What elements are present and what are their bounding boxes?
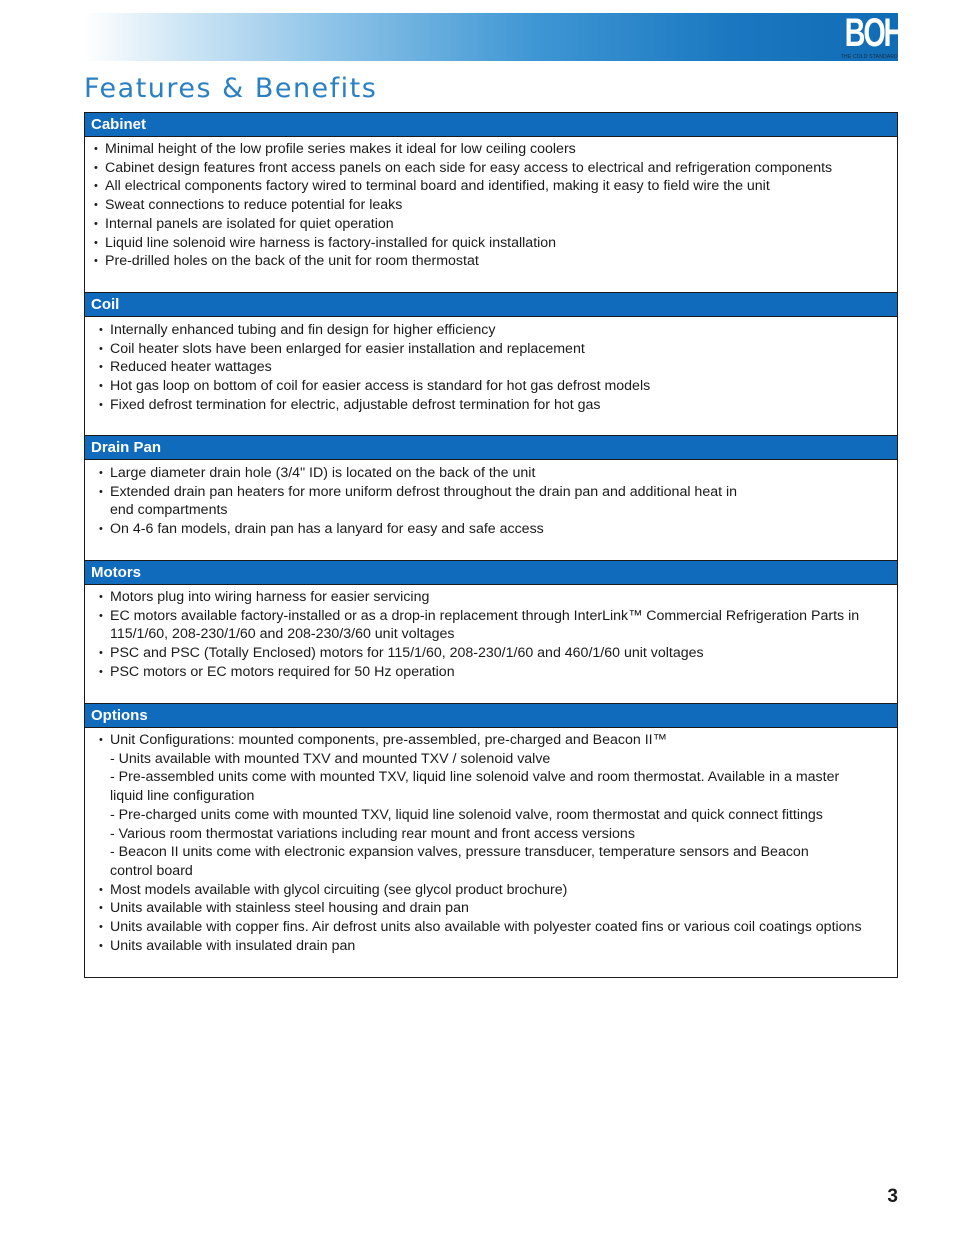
sub-line: - Beacon II units come with electronic expansion valves, pressure transducer, temperature sensors and Beacon (110, 844, 809, 861)
list-item-continuation: end compartments (110, 502, 228, 519)
list-item: • Cabinet design features front access panels on each side for easy access to electrical and refrigeration components (105, 159, 897, 178)
list-item: • Liquid line solenoid wire harness is factory-installed for quick installation (105, 234, 897, 253)
list-item: • Hot gas loop on bottom of coil for easier access is standard for hot gas defrost models (110, 377, 897, 396)
section-coil (84, 292, 898, 436)
list-item: • Sweat connections to reduce potential for leaks (105, 196, 897, 215)
logo-wordmark: BOHN (844, 11, 921, 55)
sub-line: liquid line configuration (110, 788, 255, 805)
list-item: • Minimal height of the low profile series makes it ideal for low ceiling coolers (105, 140, 897, 159)
options-list (85, 728, 897, 955)
page-number: 3 (887, 1186, 898, 1207)
sub-line: - Pre-charged units come with mounted TXV, liquid line solenoid valve, room thermostat and quick connect fittings (110, 806, 823, 823)
sub-line: - Units available with mounted TXV and mounted TXV / solenoid valve (110, 750, 551, 767)
list-item-continuation: 115/1/60, 208-230/1/60 and 208-230/3/60 unit voltages (110, 626, 455, 643)
list-item-text: Unit Configurations: mounted components, pre-assembled, pre-charged and Beacon II™ (110, 732, 667, 748)
list-item: • Internal panels are isolated for quiet operation (105, 215, 897, 234)
section-header-coil: Coil (85, 293, 897, 317)
logo-tagline: THE COLD STANDARD (840, 54, 898, 60)
list-item (110, 483, 897, 520)
section-drain-pan (84, 435, 898, 561)
section-header-motors: Motors (85, 561, 897, 585)
bohn-logo (836, 11, 921, 61)
list-item: • Large diameter drain hole (3/4" ID) is located on the back of the unit (110, 464, 897, 483)
list-item (110, 731, 897, 881)
list-item: • Reduced heater wattages (110, 358, 897, 377)
list-item (110, 607, 897, 644)
list-item-text: Extended drain pan heaters for more uniform defrost throughout the drain pan and additional heat in (110, 483, 738, 500)
header-banner (84, 11, 921, 61)
list-item: • On 4-6 fan models, drain pan has a lanyard for easy and safe access (110, 520, 897, 539)
page-title: Features & Benefits (84, 73, 378, 104)
list-item-text: EC motors available factory-installed or as a drop-in replacement through InterLink™ Commercial Refrigeration Parts in (110, 607, 860, 624)
section-cabinet (84, 112, 898, 294)
section-options (84, 703, 898, 978)
list-item: • Internally enhanced tubing and fin design for higher efficiency (110, 321, 897, 340)
section-header-drain-pan: Drain Pan (85, 436, 897, 460)
sub-line: - Various room thermostat variations including rear mount and front access versions (110, 825, 635, 842)
list-item: • Most models available with glycol circuiting (see glycol product brochure) (110, 881, 897, 900)
list-item: • PSC motors or EC motors required for 50 Hz operation (110, 663, 897, 682)
list-item: • Motors plug into wiring harness for easier servicing (110, 588, 897, 607)
cabinet-list (85, 137, 897, 271)
list-item: • Pre-drilled holes on the back of the unit for room thermostat (105, 252, 897, 271)
list-item: • Units available with insulated drain pan (110, 937, 897, 956)
coil-list (85, 317, 897, 415)
list-item: • PSC and PSC (Totally Enclosed) motors for 115/1/60, 208-230/1/60 and 460/1/60 unit voltages (110, 644, 897, 663)
section-motors (84, 560, 898, 704)
list-item: • Fixed defrost termination for electric, adjustable defrost termination for hot gas (110, 396, 897, 415)
sub-line: - Pre-assembled units come with mounted TXV, liquid line solenoid valve and room thermostat. Available in a master (110, 769, 840, 786)
sub-line: control board (110, 862, 193, 879)
list-item: • Units available with copper fins. Air defrost units also available with polyester coated fins or various coil coatings options (110, 918, 897, 937)
drain-pan-list (85, 460, 897, 539)
list-item: • Units available with stainless steel housing and drain pan (110, 899, 897, 918)
motors-list (85, 585, 897, 682)
list-item: • Coil heater slots have been enlarged for easier installation and replacement (110, 340, 897, 359)
list-item: • All electrical components factory wired to terminal board and identified, making it easy to field wire the unit (105, 177, 897, 196)
section-header-options: Options (85, 704, 897, 728)
section-header-cabinet: Cabinet (85, 113, 897, 137)
